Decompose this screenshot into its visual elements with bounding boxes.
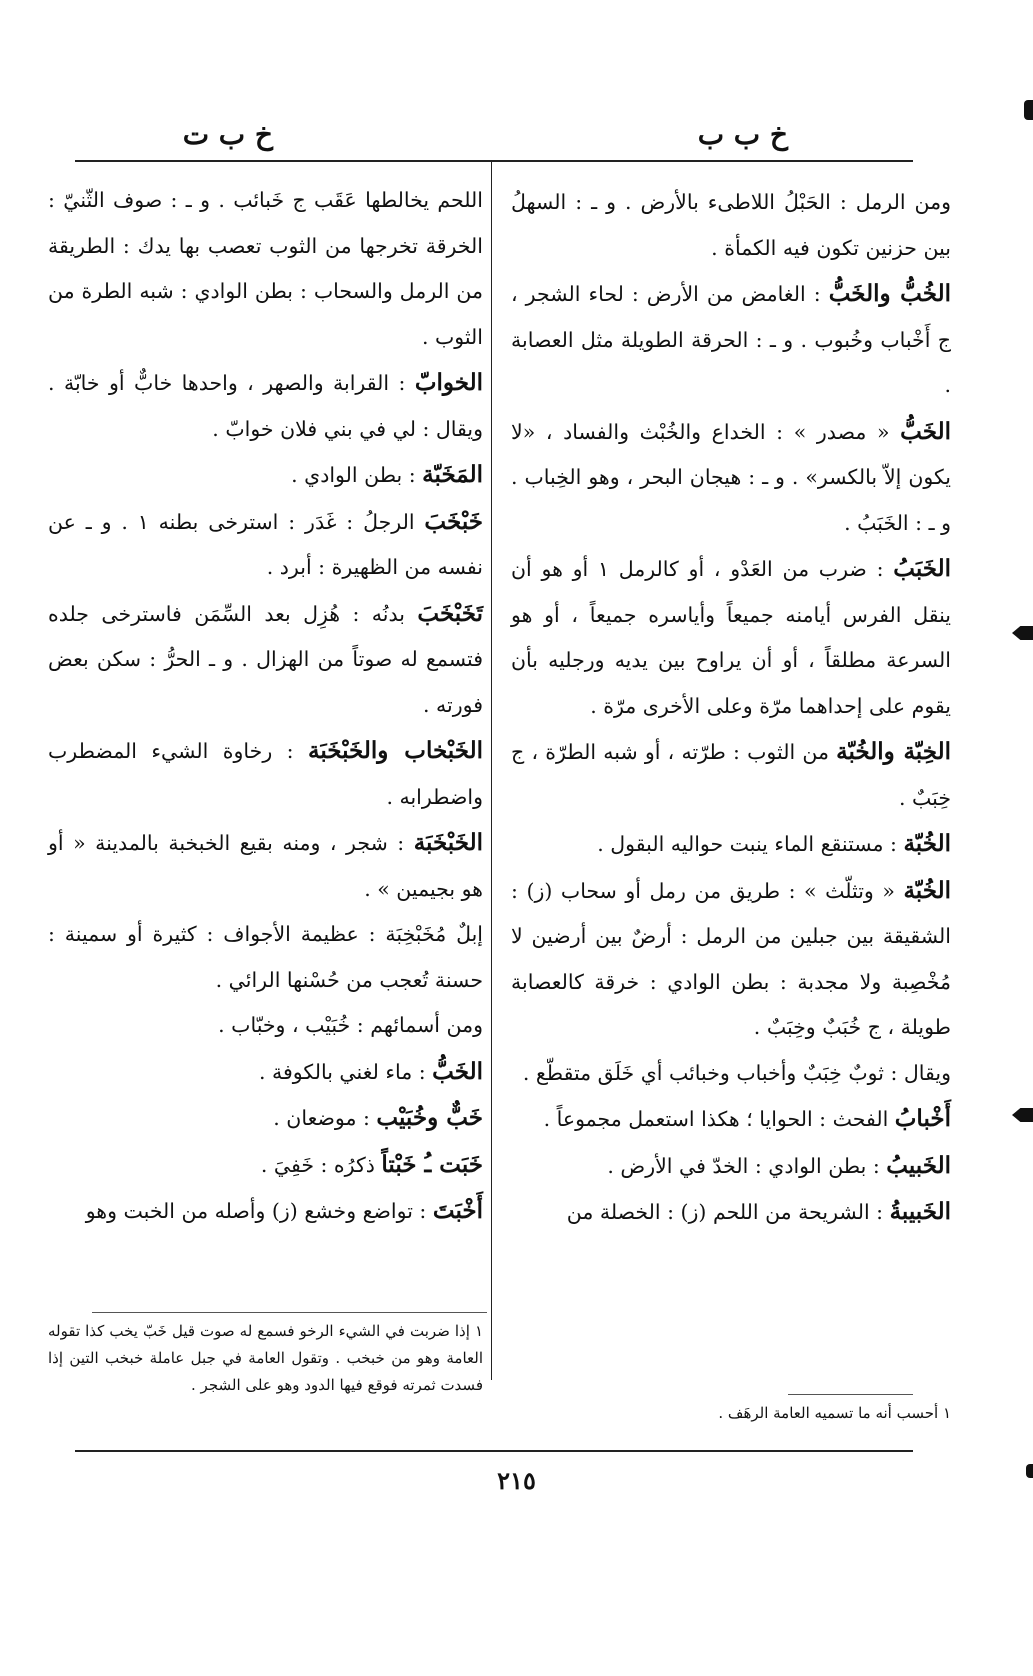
dictionary-entry [48, 591, 483, 729]
dictionary-entry [511, 1051, 951, 1097]
entry-definition: : شجر ، ومنه بقيع الخبخبة بالمدينة « أو هو بجيمين » . [48, 831, 483, 901]
entry-headword: الخَبيبُ [886, 1151, 951, 1179]
binding-mark-arrow-1 [1012, 626, 1033, 640]
dictionary-entry [48, 1188, 483, 1235]
entry-definition: « مصدر » : الخداع والخُبْث والفساد ، «لا يكون إلاّ بالكسر» . و ـ : هيجان البحر ، وهو الخِباب . و ـ : الخَبَبُ . [511, 419, 951, 535]
footnote-left: ١ إذا ضربت في الشيء الرخو فسمع له صوت قيل خَبّ يخب كذا تقوله العامة وهو من خبخب . وتقول العامة في جبل عاملة خبخب التين إذا فسدت ثمرته فوقع فيها الدود وهو على الشجر . [48, 1322, 483, 1394]
dictionary-entry [48, 912, 483, 1003]
entry-definition: ذكرُه : خَفِيَ . [260, 1152, 382, 1177]
entry-definition: الرجلُ : غَدَر : استرخى بطنه ١ . و ـ عن نفسه من الظهيرة : أبرد . [48, 509, 483, 579]
entry-headword: الخَبَبُ [893, 555, 952, 582]
entry-definition: : رخاوة الشيء المضطرب واضطرابه . [48, 739, 483, 809]
dictionary-entry [48, 1142, 483, 1189]
entry-headword: الخَبْخاب والخَبْخَبَة [307, 737, 483, 764]
entry-headword: الخُبّة [903, 830, 951, 857]
entry-headword: الخِبّة والخُبّة [836, 738, 951, 765]
binding-mark-arrow-2 [1012, 1108, 1033, 1122]
dictionary-entry [511, 729, 951, 821]
entry-definition: بدنُه : هُزِل بعد السِّمَن فاسترخى جلده فتسمع له صوتاً من الهزال . و ـ الحرُّ : سكن بعض فورته . [48, 601, 483, 717]
entry-headword: الخَبُّ [432, 1057, 483, 1085]
footnote-right: ١ أحسب أنه ما تسميه العامة الرهَف . [718, 1404, 951, 1422]
entry-definition: ومن الرمل : الحَبْلُ اللاطىء بالأرض . و ـ : السهلُ بين حزنين تكون فيه الكمأة . [511, 190, 951, 260]
dictionary-entry [48, 499, 483, 591]
entry-definition: « وتثلّث » : طريق من رمل أو سحاب (ز) : الشقيقة بين جبلين من الرمل : أرضٌ بين أرضين لا مُخْصِبة ولا مجدبة : بطن الوادي : خرقة كالعصابة طويلة ، ج خُبَبٌ وخِبَبٌ . [511, 878, 951, 1039]
footer-rule [75, 1450, 913, 1452]
entry-definition: : ضرب من العَدْو ، أو كالرمل ١ أو هو أن ينقل الفرس أيامنه جميعاً وأياسره جميعاً ، أو هو السرعة مطلقاً ، أو أن يراوح بين يديه ورجليه بأن يقوم على إحداهما مرّة وعلى الأخرى مرّة . [511, 557, 951, 718]
entry-headword: الخوابّ [414, 369, 483, 396]
entry-definition: : موضعان . [273, 1106, 377, 1130]
entry-definition: : القرابة والصهر ، واحدها خابٌّ أو خابّة . ويقال : لي في بني فلان خوابّ . [48, 371, 483, 441]
dictionary-entry [48, 360, 483, 452]
entry-headword: الخُبُّ والخَبُّ [828, 280, 951, 307]
dictionary-entry [48, 1049, 483, 1096]
entry-headword: خَبٌّ وخُبَيْب [376, 1104, 483, 1131]
column-divider [491, 162, 492, 1380]
entry-definition: : بطن الوادي . [291, 463, 423, 487]
entry-definition: : الشريحة من اللحم (ز) : الخصلة من [566, 1200, 890, 1224]
entry-definition: من الثوب : طرّته ، أو شبه الطرّة ، ج خِبَبٌ . [511, 740, 951, 810]
entry-definition: ومن أسمائهم : خُبَيْب ، وخبّاب . [218, 1013, 483, 1037]
dictionary-entry [511, 1143, 951, 1190]
binding-mark-bottom [1026, 1464, 1033, 1478]
dictionary-entry [48, 820, 483, 912]
running-header-left: خ ب ت [182, 118, 273, 151]
entry-definition: ويقال : ثوبٌ خِبَبٌ وأخباب وخبائب أي خَلَق متقطّع . [522, 1060, 951, 1085]
left-column [48, 178, 483, 1235]
entry-headword: الخَبُّ [900, 417, 951, 445]
entry-definition: : مستنقع الماء ينبت حواليه البقول . [597, 832, 904, 856]
dictionary-entry [48, 1095, 483, 1142]
dictionary-entry [511, 271, 951, 409]
dictionary-entry [511, 1096, 951, 1143]
entry-headword: الخُبّة [903, 876, 951, 904]
entry-headword: الخَبيبةُ [889, 1198, 951, 1225]
entry-definition: اللحم يخالطها عَقَب ج خَبائب . و ـ : صوف الثّنيّ : الخرقة تخرجها من الثوب تعصب بها يدك : الطريقة من الرمل والسحاب : بطن الوادي : شبه الطرة من الثوب . [48, 188, 483, 349]
footnote-rule-left [92, 1312, 487, 1313]
entry-definition: : الغامض من الأرض : لحاء الشجر ، ج أَخْباب وخُبوب . و ـ : الحرقة الطويلة مثل العصابة . [511, 282, 951, 397]
entry-headword: أَخْبابُ [894, 1105, 951, 1132]
dictionary-entry [48, 452, 483, 499]
entry-headword: المَخَبّة [422, 461, 483, 488]
entry-headword: خَبْخَبَ [424, 507, 484, 535]
dictionary-entry [511, 1189, 951, 1236]
page-number: ٢١٥ [497, 1466, 536, 1495]
footnote-rule-right [788, 1394, 913, 1395]
entry-headword: تَخَبْخَبَ [417, 599, 483, 627]
entry-definition: الفحث : الحوايا ؛ هكذا استعمل مجموعاً . [543, 1107, 895, 1131]
dictionary-entry [511, 868, 951, 1051]
dictionary-entry [48, 728, 483, 820]
dictionary-entry [48, 178, 483, 360]
binding-mark-top [1024, 100, 1033, 120]
right-column [511, 180, 951, 1236]
dictionary-entry [511, 821, 951, 868]
entry-definition: : ماء لغني بالكوفة . [258, 1059, 433, 1084]
dictionary-entry [511, 409, 951, 547]
dictionary-entry [48, 1003, 483, 1049]
entry-definition: : تواضع وخشع (ز) وأصله من الخبت وهو [85, 1199, 433, 1223]
entry-headword: الخَبْخَبَة [413, 829, 483, 856]
running-header-right: خ ب ب [697, 118, 788, 151]
entry-definition: إبلٌ مُخَبْخِبَة : عظيمة الأجواف : كثيرة أو سمينة : حسنة تُعجب من حُسْنها الرائي . [48, 922, 483, 992]
dictionary-entry [511, 180, 951, 271]
header-rule [75, 160, 913, 162]
entry-headword: خَبَت ـُ خَبْتاً [381, 1150, 483, 1178]
dictionary-entry [511, 546, 951, 729]
entry-headword: أَخْبَتَ [432, 1197, 483, 1224]
entry-definition: : بطن الوادي : الخدّ في الأرض . [607, 1153, 887, 1178]
